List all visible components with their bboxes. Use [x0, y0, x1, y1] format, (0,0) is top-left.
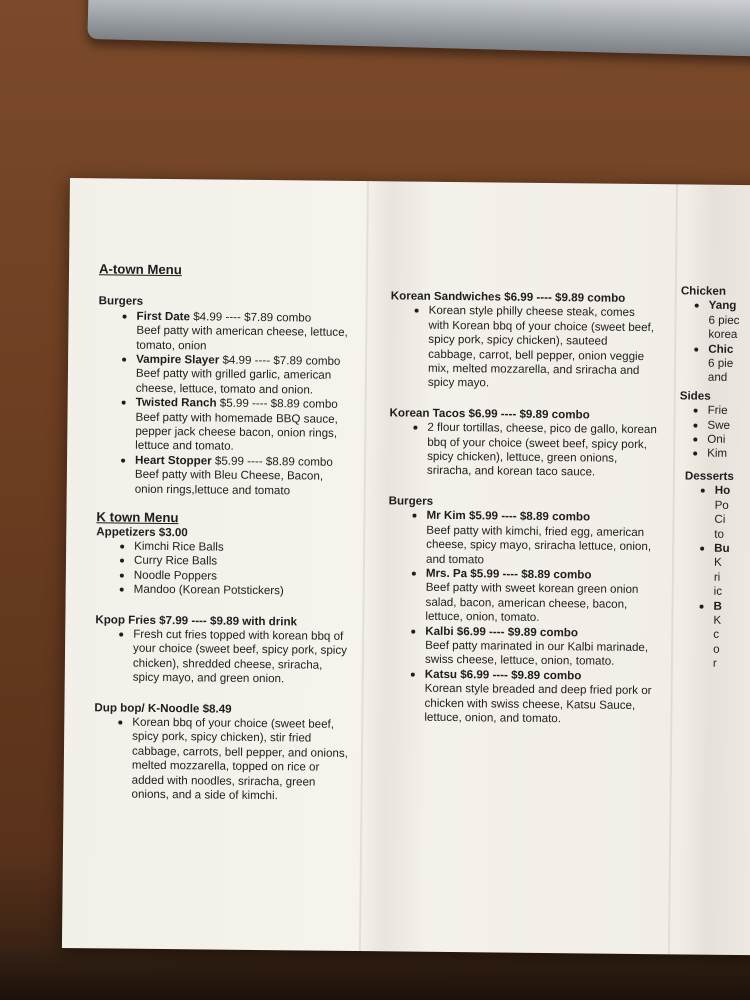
kpop-fries-heading: Kpop Fries $7.99 ---- $9.89 with drink — [95, 612, 298, 628]
korean-sandwiches-heading: Korean Sandwiches $6.99 ---- $9.89 combo — [390, 289, 626, 305]
menu-item: Vampire Slayer $4.99 ---- $7.89 combo Beef patty with grilled garlic, american cheese, lettuce, tomato and onion. — [118, 353, 353, 399]
menu-item: Bu K ri ic — [696, 541, 750, 599]
ktown-burgers-heading: Burgers — [388, 494, 434, 508]
kpop-fries-list — [95, 627, 351, 687]
list-item: Noodle Poppers — [116, 568, 351, 585]
sides-list — [679, 404, 750, 462]
dupbop-list — [93, 715, 349, 804]
list-item: Swe — [689, 418, 750, 433]
menu-item: Yang 6 piec korea — [690, 299, 750, 343]
menu-item: Heart Stopper $5.99 ---- $8.89 combo Beef patty with Bleu Cheese, Bacon, onion rings,lettuce and tomato — [117, 453, 352, 499]
menu-item: Ho Po Ci to — [696, 484, 750, 542]
menu-item-description: Fresh cut fries topped with korean bbq of your choice (sweet beef, spicy pork, spicy chicken), shredded cheese, sriracha, spicy mayo, and green onion. — [115, 627, 351, 687]
menu-item: Twisted Ranch $5.99 ---- $8.89 combo Beef patty with homemade BBQ sauce, pepper jack cheese bacon, onion rings, lettuce and tomato. — [117, 396, 353, 456]
menu-column-middle — [386, 289, 659, 727]
menu-item-description: Korean style philly cheese steak, comes with Korean bbq of your choice (sweet beef, spicy pork, spicy chicken), sauteed cabbage, carrot, bell pepper, onion veggie mix, melted mozzarella, and sriracha and spicy mayo. — [410, 304, 659, 393]
paper-fold — [359, 181, 369, 951]
korean-tacos-heading: Korean Tacos $6.99 ---- $9.89 combo — [389, 406, 590, 422]
list-item: Oni — [689, 433, 750, 448]
ktown-menu-title: K town Menu — [96, 509, 179, 526]
atown-burgers-heading: Burgers — [98, 294, 144, 309]
appetizer-list — [96, 539, 352, 599]
list-item: Mandoo (Korean Potstickers) — [116, 583, 351, 600]
menu-column-left — [93, 262, 354, 804]
menu-item-description: 2 flour tortillas, cheese, pico de gallo, korean bbq of your choice (sweet beef, spicy pork, spicy chicken), lettuce, green onions, sriracha, and korean taco sauce. — [409, 421, 658, 481]
menu-item: Kalbi $6.99 ---- $9.89 combo Beef patty marinated in our Kalbi marinade, swiss cheese, lettuce, onion, tomato. — [407, 624, 655, 670]
list-item: Frie — [690, 404, 750, 419]
menu-item: First Date $4.99 ---- $7.89 combo Beef patty with american cheese, lettuce, tomato, onion — [118, 309, 353, 355]
atown-menu-title: A-town Menu — [98, 261, 182, 278]
dupbop-heading: Dup bop/ K-Noodle $8.49 — [94, 700, 232, 716]
desserts-heading: Desserts — [684, 469, 734, 483]
list-item: Kim — [689, 447, 750, 462]
list-item: Kimchi Rice Balls — [116, 539, 351, 556]
sides-heading: Sides — [679, 389, 711, 403]
menu-item: Mr Kim $5.99 ---- $8.89 combo Beef patty with kimchi, fried egg, american cheese, spicy mayo, sriracha lettuce, onion, and tomato — [408, 509, 657, 569]
menu-item: B K c o r — [695, 599, 750, 672]
menu-paper — [62, 178, 750, 955]
paper-fold — [668, 184, 678, 954]
menu-column-right — [677, 284, 750, 671]
ktown-burger-list — [386, 509, 656, 728]
desserts-list — [677, 484, 750, 672]
menu-item: Katsu $6.99 ---- $9.89 combo Korean style breaded and deep fried pork or chicken with swiss cheese, Katsu Sauce, lettuce, onion, and tomato. — [406, 667, 655, 727]
sandwich-list — [390, 304, 659, 393]
menu-item: Mrs. Pa $5.99 ---- $8.89 combo Beef patty with sweet korean green onion salad, bacon, american cheese, bacon, lettuce, onion, tomato. — [407, 566, 656, 626]
menu-item-description: Korean bbq of your choice (sweet beef, spicy pork, spicy chicken), stir fried cabbage, carrots, bell pepper, and onions, melted mozzarella, topped on rice or added with noodles, sriracha, green onions, and a side of kimchi. — [113, 715, 349, 804]
menu-item: Chic 6 pie and — [690, 342, 750, 386]
laptop-edge — [87, 0, 750, 57]
tacos-list — [389, 421, 658, 481]
chicken-heading: Chicken — [680, 284, 727, 298]
atown-burger-list — [97, 309, 354, 499]
list-item: Curry Rice Balls — [116, 554, 351, 571]
chicken-list — [680, 299, 750, 386]
appetizers-heading: Appetizers $3.00 — [96, 524, 188, 539]
